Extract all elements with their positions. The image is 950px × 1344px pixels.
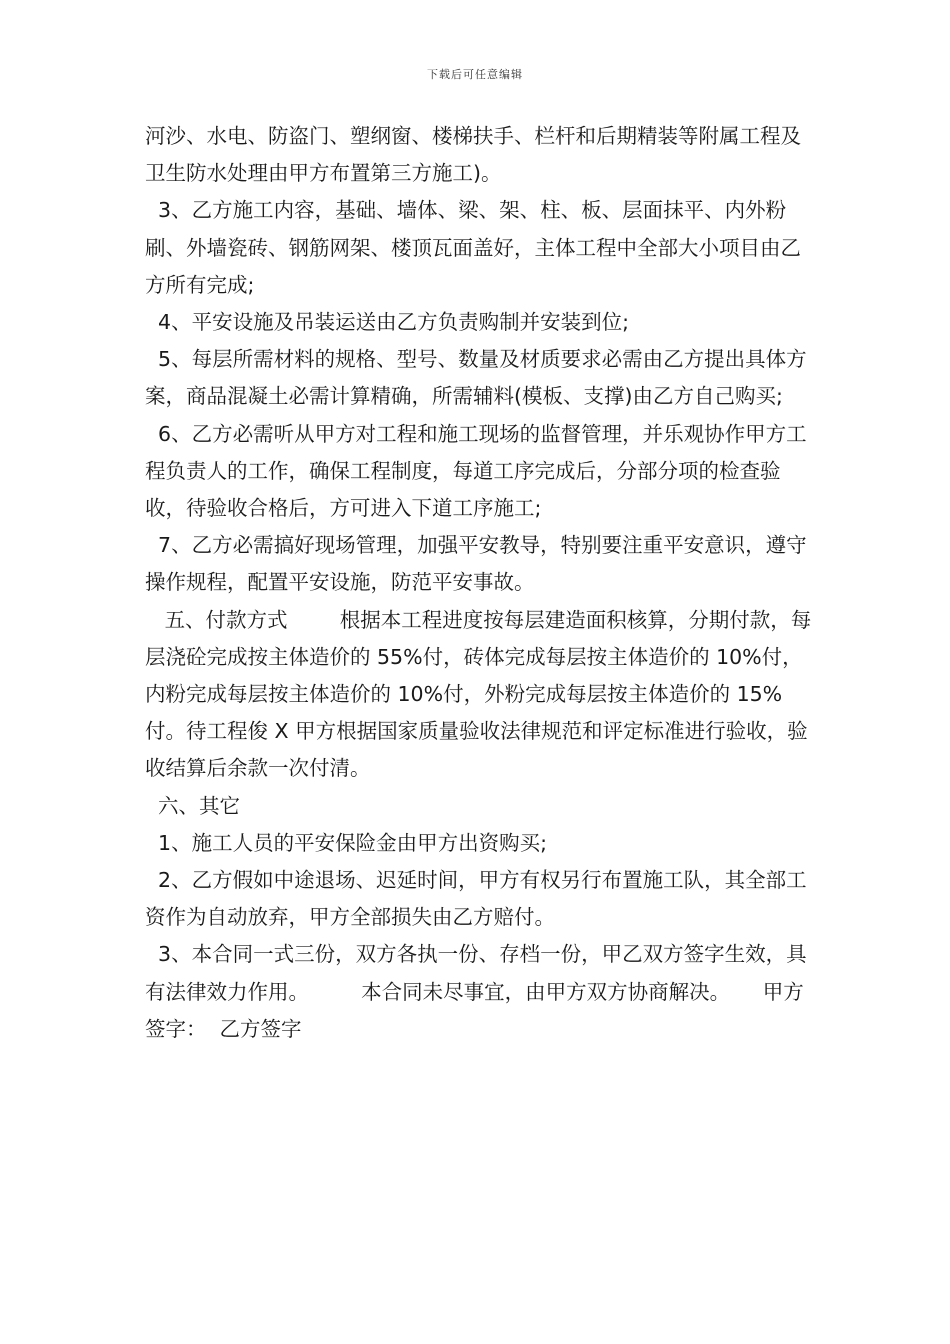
document-body: [145, 118, 815, 1048]
paragraph-other-item-2: 2、乙方假如中途退场、迟延时间，甲方有权另行布置施工队，其全部工资作为自动放弃，甲方全部损失由乙方赔付。: [145, 868, 807, 930]
paragraph-item-3: 3、乙方施工内容，基础、墙体、梁、架、柱、板、层面抹平、内外粉刷、外墙瓷砖、钢筋网架、楼顶瓦面盖好，主体工程中全部大小项目由乙方所有完成;: [145, 198, 801, 297]
paragraph-other-item-3-signatures: 3、本合同一式三份，双方各执一份、存档一份，甲乙双方签字生效，具有法律效力作用。 本合同未尽事宜，由甲方双方协商解决。 甲方签字： 乙方签字: [145, 942, 807, 1041]
paragraph-other-item-1: 1、施工人员的平安保险金由甲方出资购买;: [145, 830, 547, 855]
paragraph-section-payment: 五、付款方式 根据本工程进度按每层建造面积核算，分期付款，每层浇砼完成按主体造价的 55%付，砖体完成每层按主体造价的 10%付，内粉完成每层按主体造价的 10%付，外粉完成每层按主体造价的 15%付。待工程俊 X 甲方根据国家质量验收法律规范和评定标准进行验收，验收结算后余款一次付清。: [145, 607, 812, 781]
paragraph-item-7: 7、乙方必需搞好现场管理，加强平安教导，特别要注重平安意识，遵守操作规程，配置平安设施，防范平安事故。: [145, 533, 807, 595]
paragraph-item-4: 4、平安设施及吊装运送由乙方负责购制并安装到位;: [145, 310, 629, 335]
page-header: 下载后可任意编辑: [427, 68, 523, 81]
paragraph-continuation: 河沙、水电、防盗门、塑纲窗、楼梯扶手、栏杆和后期精装等附属工程及卫生防水处理由甲方布置第三方施工)。: [145, 124, 801, 186]
paragraph-section-other: 六、其它: [145, 793, 241, 818]
paragraph-item-6: 6、乙方必需听从甲方对工程和施工现场的监督管理，并乐观协作甲方工程负责人的工作，确保工程制度，每道工序完成后，分部分项的检查验收，待验收合格后，方可进入下道工序施工;: [145, 421, 807, 521]
paragraph-item-5: 5、每层所需材料的规格、型号、数量及材质要求必需由乙方提出具体方案，商品混凝土必需计算精确，所需辅料(模板、支撑)由乙方自己购买;: [145, 347, 807, 409]
